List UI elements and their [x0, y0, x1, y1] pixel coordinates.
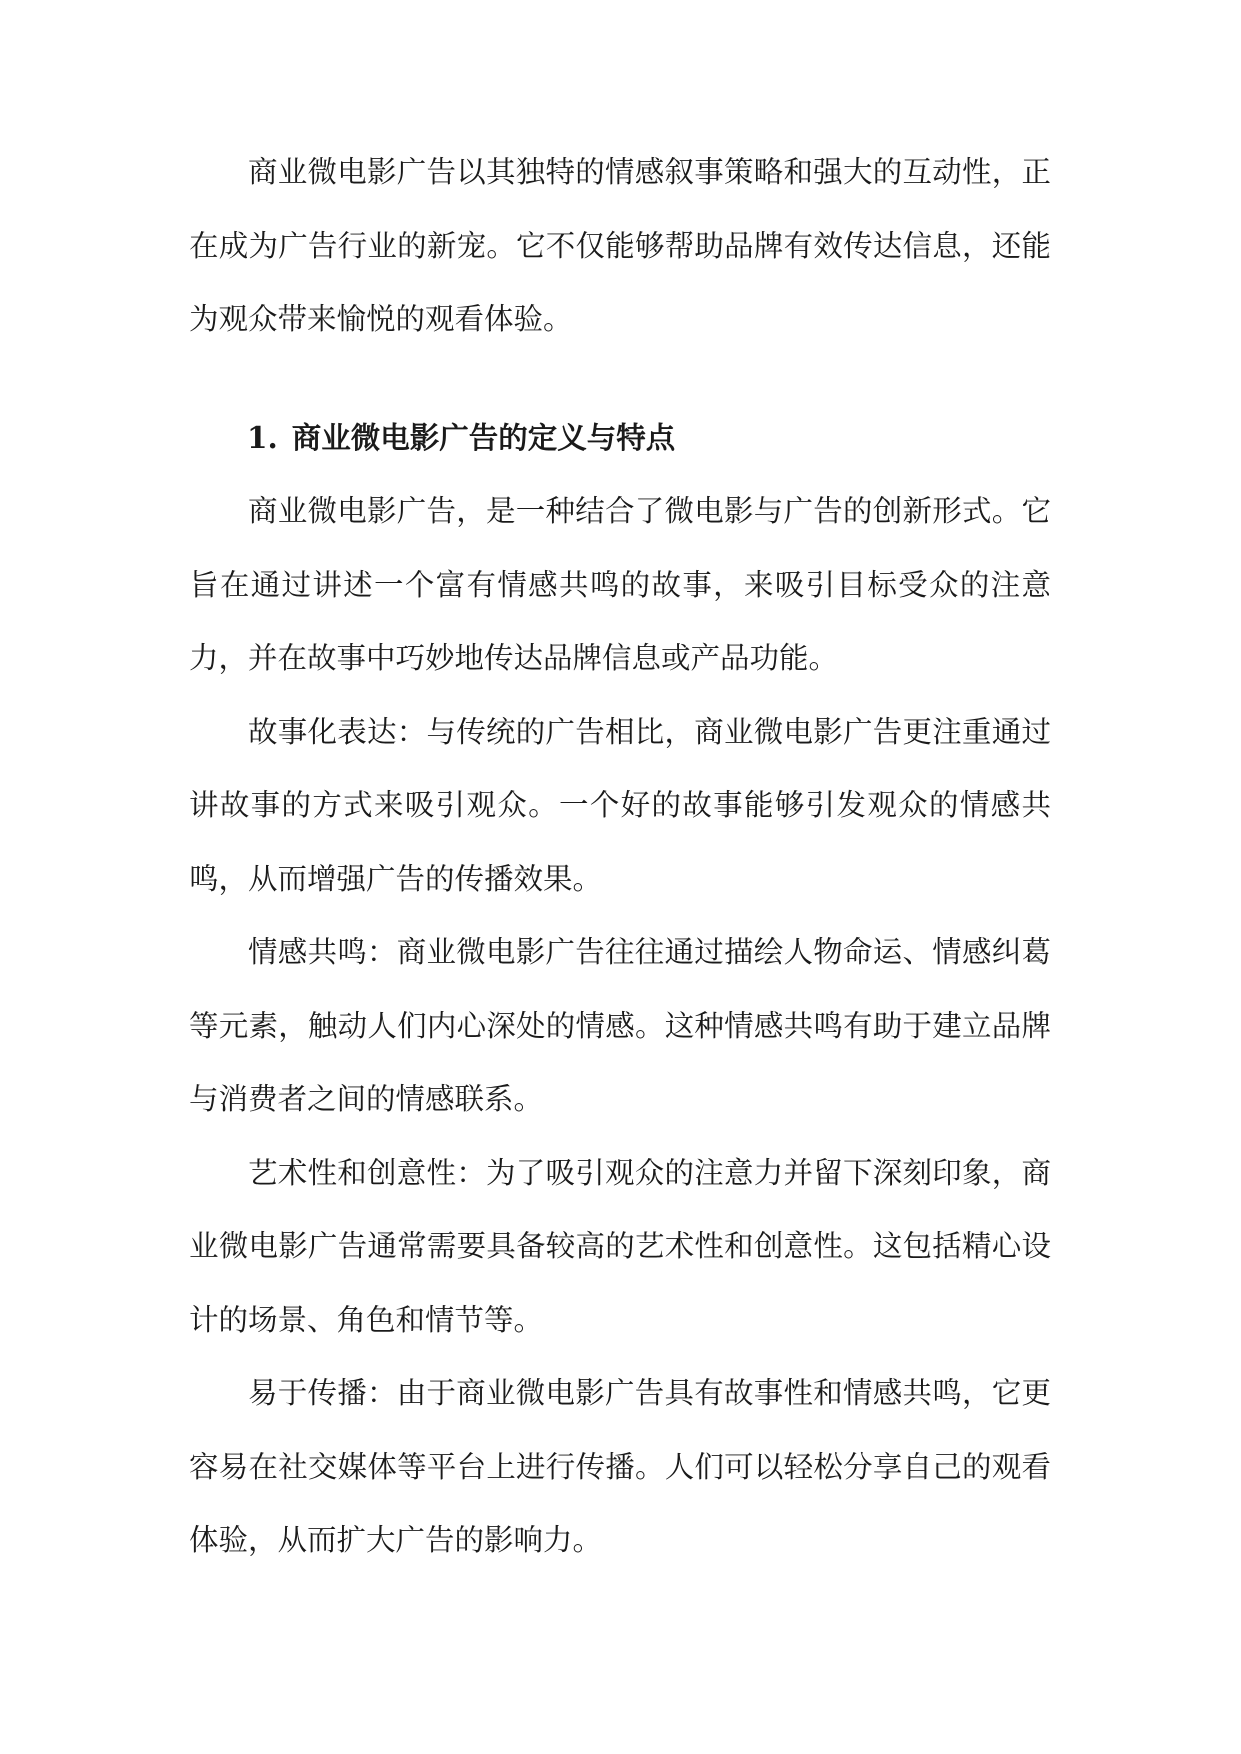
feature-spreadability-paragraph: 易于传播：由于商业微电影广告具有故事性和情感共鸣，它更容易在社交媒体等平台上进行传播。人们可以轻松分享自己的观看体验，从而扩大广告的影响力。 — [189, 1376, 1051, 1557]
feature-emotion-paragraph: 情感共鸣：商业微电影广告往往通过描绘人物命运、情感纠葛等元素，触动人们内心深处的情感。这种情感共鸣有助于建立品牌与消费者之间的情感联系。 — [189, 935, 1051, 1116]
definition-paragraph: 商业微电影广告，是一种结合了微电影与广告的创新形式。它旨在通过讲述一个富有情感共鸣的故事，来吸引目标受众的注意力，并在故事中巧妙地传达品牌信息或产品功能。 — [189, 494, 1051, 675]
feature-artistry-paragraph: 艺术性和创意性：为了吸引观众的注意力并留下深刻印象，商业微电影广告通常需要具备较高的艺术性和创意性。这包括精心设计的场景、角色和情节等。 — [189, 1155, 1051, 1337]
section-number: 1. — [247, 419, 278, 455]
intro-paragraph: 商业微电影广告以其独特的情感叙事策略和强大的互动性，正在成为广告行业的新宠。它不仅能够帮助品牌有效传达信息，还能为观众带来愉悦的观看体验。 — [189, 155, 1051, 336]
feature-storytelling-paragraph: 故事化表达：与传统的广告相比，商业微电影广告更注重通过讲故事的方式来吸引观众。一个好的故事能够引发观众的情感共鸣，从而增强广告的传播效果。 — [189, 714, 1051, 896]
section-title: 商业微电影广告的定义与特点 — [291, 420, 676, 455]
section-heading — [189, 401, 1051, 476]
document-body — [189, 136, 1051, 1578]
